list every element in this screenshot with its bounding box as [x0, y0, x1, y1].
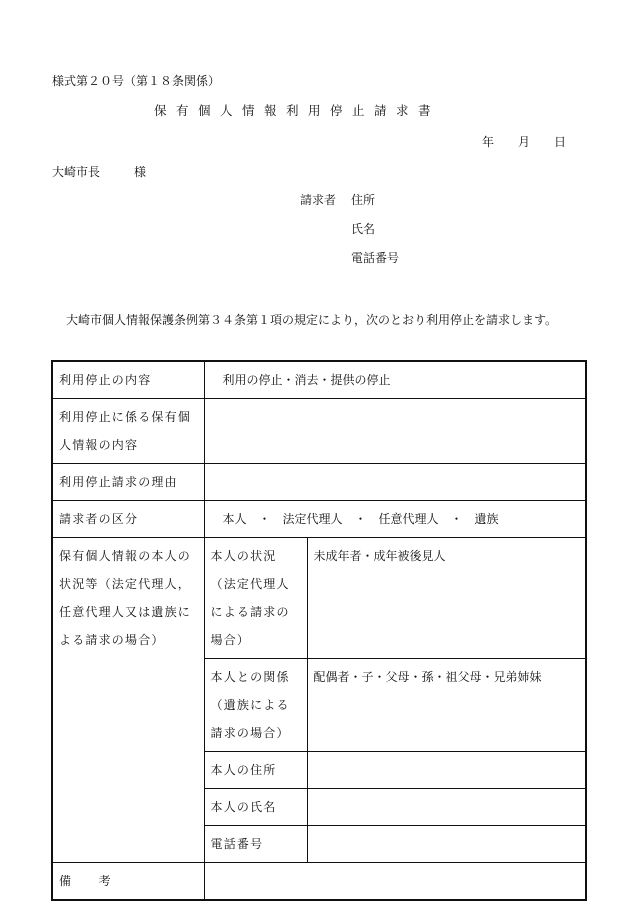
cell-label-relationship: 本人との関係（遺族による請求の場合） [204, 659, 307, 752]
cell-value-relationship[interactable]: 配偶者・子・父母・孫・祖父母・兄弟姉妹 [307, 659, 586, 752]
requester-address-label: 住所 [351, 193, 376, 207]
request-table [51, 360, 587, 901]
form-number: 様式第２０号（第１８条関係） [52, 74, 221, 88]
requester-phone-label: 電話番号 [351, 251, 400, 265]
cell-label-reason: 利用停止請求の理由 [52, 464, 204, 501]
cell-label-principal-address: 本人の住所 [204, 752, 307, 789]
cell-value-principal-address[interactable] [307, 752, 586, 789]
cell-label-principal-status: 本人の状況（法定代理人による請求の場合） [204, 538, 307, 659]
cell-value-category[interactable]: 本人 ・ 法定代理人 ・ 任意代理人 ・ 遺族 [204, 501, 586, 538]
table-row [52, 361, 586, 399]
addressee [52, 163, 146, 180]
cell-value-principal-status[interactable]: 未成年者・成年被後見人 [307, 538, 586, 659]
table-row [52, 863, 586, 901]
cell-value-info[interactable] [204, 399, 586, 464]
requester-label: 請求者 [300, 193, 337, 207]
table-row [52, 399, 586, 464]
table-row [52, 501, 586, 538]
cell-label-principal-phone: 電話番号 [204, 826, 307, 863]
cell-value-reason[interactable] [204, 464, 586, 501]
cell-value-principal-name[interactable] [307, 789, 586, 826]
requester-name-label: 氏名 [351, 222, 376, 236]
cell-value-content[interactable]: 利用の停止・消去・提供の停止 [204, 361, 586, 399]
cell-label-content: 利用停止の内容 [52, 361, 204, 399]
date-line: 年 月 日 [482, 135, 567, 149]
addressee-suffix: 様 [134, 165, 147, 179]
table-row [52, 464, 586, 501]
cell-value-principal-phone[interactable] [307, 826, 586, 863]
preamble-text: 大崎市個人情報保護条例第３４条第１項の規定により，次のとおり利用停止を請求します。 [66, 313, 558, 327]
cell-label-remarks: 備 考 [52, 863, 204, 901]
cell-value-remarks[interactable] [204, 863, 586, 901]
cell-label-info: 利用停止に係る保有個人情報の内容 [52, 399, 204, 464]
cell-label-category: 請求者の区分 [52, 501, 204, 538]
table-row [52, 538, 586, 659]
addressee-name: 大崎市長 [52, 165, 101, 179]
cell-label-principal-name: 本人の氏名 [204, 789, 307, 826]
cell-label-status: 保有個人情報の本人の状況等（法定代理人，任意代理人又は遺族による請求の場合） [52, 538, 204, 863]
form-title: 保有個人情報利用停止請求書 [154, 103, 441, 118]
